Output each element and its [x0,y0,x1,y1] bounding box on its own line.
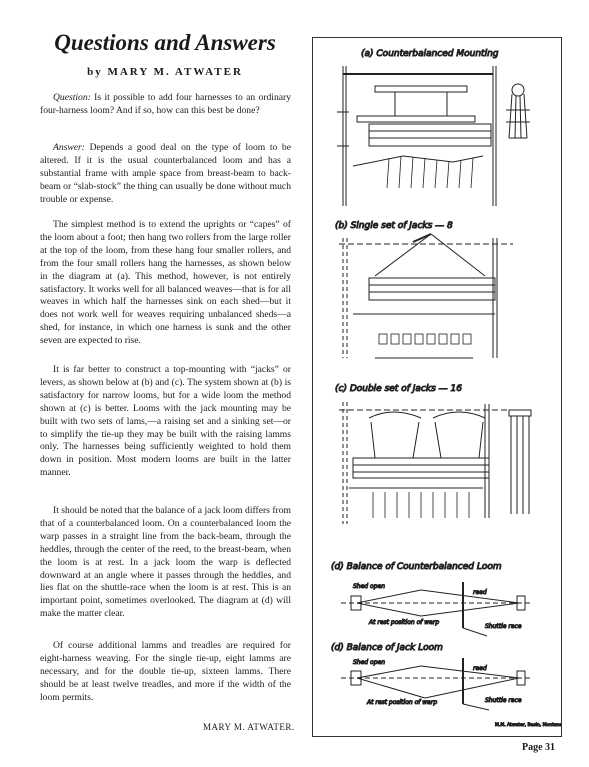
artist-signature: M.M. Atwater, Basin, Montana [495,723,561,728]
body-paragraph-1: The simplest method is to extend the uprights or “capes” of the loom about a foot; then hang two rollers from the large roller at the top of the loom, from these hang four smaller rollers, and from the four small rollers hang the harnesses, as shown below in the diagram at (a). This method, however, is not entirely satisfactory. It works well for all balanced weaves—that is for all weaves in which half the harnesses sink on each shed—but it does not work well for weaves requiring unbalanced sheds—a shed, for instance, in which one harness is sunk and the other seven are expected to rise. [40,219,291,347]
question-paragraph [40,92,291,118]
diagram-e-caption: (d) Balance of Jack Loom [331,643,443,653]
diagram-c-caption: (c) Double set of Jacks — 16 [335,384,462,394]
body-paragraph-4: Of course additional lamms and treadles are required for eight-harness weaving. For the single tie-up, eight lamms are necessary, and for the double tie-up, sixteen lamms. There should be at least twelve treadles, and more if the width of the loom permits. [40,640,291,703]
answer-paragraph [40,142,291,207]
loom-diagrams-drawing [313,38,561,736]
loom-diagrams-panel [312,37,562,737]
diagram-a-caption: (a) Counterbalanced Mounting [361,49,499,59]
diagram-b [339,234,513,358]
article-byline: by MARY M. ATWATER [87,66,243,78]
diagram-d-shuttle-race: Shuttle race [485,623,522,630]
body-paragraph-3: It should be noted that the balance of a jack loom differs from that of a counterbalanced loom. On a counterbalanced loom the warp passes in a straight line from the back-beam, through the heddles, through the center of the reed, to the breast-beam, when the loom is at rest. In a jack loom the warp is deflected downward at an angle where it passes through the heddles, and lies flat on the shuttle-race when the loom is at rest. This is an important point, sometimes overlooked. The diagram at (d) will make the matter clear. [40,505,291,620]
body-paragraph-2: It is far better to construct a top-mounting with “jacks” or levers, as shown below at (b) and (c). The system shown at (b) is satisfactory for narrow looms, but for a wide loom the method shown at (c) is better. Looms with the jack mounting may be built with two sets of lams,—a raising set and a sinking set—or to simplify the tie-up they may be built with the raising lamms only. The harnesses being sufficiently weighted to hold them down in position. Most modern looms are built in the latter manner. [40,364,291,479]
question-text: Is it possible to add four harnesses to an ordinary four-harness loom? And if so, how can this best be done? [40,92,291,116]
diagram-e-shed-open: Shed open [353,659,385,666]
article-title: Questions and Answers [54,30,276,55]
answer-label: Answer: [53,142,85,153]
diagram-b-caption: (b) Single set of Jacks — 8 [335,221,453,231]
question-label: Question: [53,92,91,103]
diagram-d-caption: (d) Balance of Counterbalanced Loom [331,562,502,572]
article-signature: MARY M. ATWATER. [203,722,295,732]
diagram-d-reed: reed [473,589,487,596]
diagram-d-at-rest: At rest position of warp [369,619,440,626]
diagram-e-at-rest: At rest position of warp [367,699,438,706]
diagram-d-shed-open: Shed open [353,583,385,590]
answer-text: Depends a good deal on the type of loom to be altered. If it is the usual counterbalanced loom and has a substantial frame with ample space from breast-beam to back-beam or “slab-stock” the thing can usually be done without much trouble or expense. [40,142,291,205]
diagram-e-shuttle-race: Shuttle race [485,697,522,704]
page-number: Page 31 [522,742,556,753]
diagram-e-reed: reed [473,665,487,672]
diagram-c [339,402,531,524]
diagram-a [337,66,530,206]
